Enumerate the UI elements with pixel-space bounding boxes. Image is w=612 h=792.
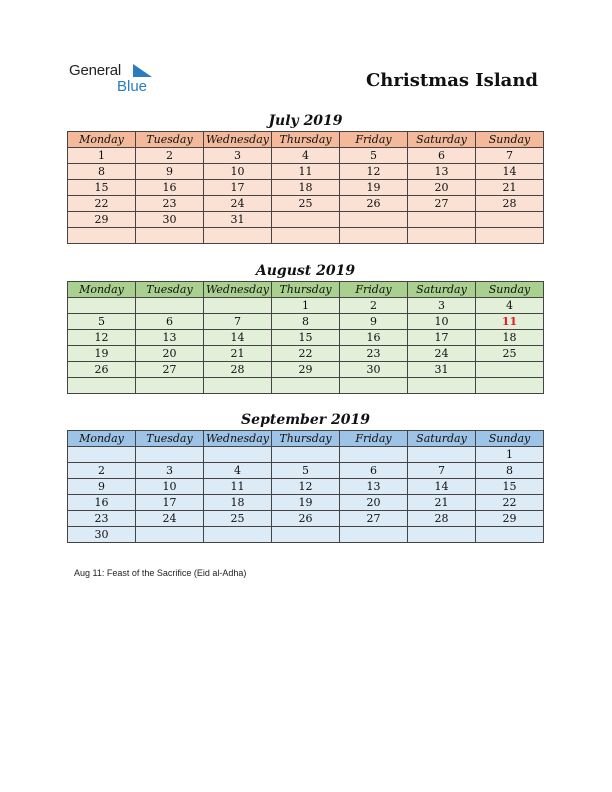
day-cell [136, 527, 204, 543]
day-cell: 13 [408, 164, 476, 180]
day-cell: 21 [204, 346, 272, 362]
day-cell [476, 212, 544, 228]
day-cell: 8 [68, 164, 136, 180]
day-cell [408, 212, 476, 228]
day-cell: 26 [68, 362, 136, 378]
weekday-header: Thursday [272, 282, 340, 298]
day-cell: 20 [340, 495, 408, 511]
day-cell: 14 [408, 479, 476, 495]
day-cell: 2 [136, 148, 204, 164]
day-cell [272, 447, 340, 463]
day-cell: 9 [340, 314, 408, 330]
weekday-header: Sunday [476, 132, 544, 148]
day-cell: 19 [272, 495, 340, 511]
weekday-header: Sunday [476, 282, 544, 298]
weekday-header: Wednesday [204, 282, 272, 298]
week-row [68, 212, 544, 228]
day-cell: 22 [272, 346, 340, 362]
day-cell: 22 [68, 196, 136, 212]
weekday-header: Saturday [408, 132, 476, 148]
week-row [68, 180, 544, 196]
day-cell [340, 527, 408, 543]
day-cell: 27 [408, 196, 476, 212]
day-cell [340, 378, 408, 394]
weekday-header: Tuesday [136, 282, 204, 298]
month-august [67, 261, 544, 394]
day-cell [272, 527, 340, 543]
day-cell: 5 [272, 463, 340, 479]
day-cell [340, 447, 408, 463]
triangle-flag-icon [133, 64, 153, 78]
day-cell: 8 [476, 463, 544, 479]
day-cell [340, 228, 408, 244]
day-cell: 24 [204, 196, 272, 212]
weekday-header: Saturday [408, 282, 476, 298]
week-row [68, 495, 544, 511]
month-september [67, 410, 544, 543]
weekday-header: Monday [68, 431, 136, 447]
day-cell: 25 [272, 196, 340, 212]
day-cell: 26 [272, 511, 340, 527]
day-cell [204, 527, 272, 543]
week-row [68, 228, 544, 244]
day-cell: 26 [340, 196, 408, 212]
day-cell: 4 [476, 298, 544, 314]
month-title: September 2019 [241, 412, 370, 428]
day-cell [68, 378, 136, 394]
day-cell: 16 [136, 180, 204, 196]
day-cell [204, 228, 272, 244]
day-cell [204, 298, 272, 314]
week-row [68, 527, 544, 543]
day-cell [272, 378, 340, 394]
day-cell [68, 228, 136, 244]
logo-text-blue: Blue [117, 78, 148, 95]
day-cell: 14 [476, 164, 544, 180]
day-cell: 2 [340, 298, 408, 314]
country-title: Christmas Island [365, 70, 538, 91]
day-cell: 14 [204, 330, 272, 346]
holiday-note: Aug 11: Feast of the Sacrifice (Eid al-Adha) [74, 568, 247, 578]
day-cell: 6 [136, 314, 204, 330]
week-row [68, 378, 544, 394]
weekday-header: Monday [68, 282, 136, 298]
day-cell: 31 [408, 362, 476, 378]
month-title: July 2019 [268, 113, 343, 129]
day-cell: 16 [340, 330, 408, 346]
day-cell [476, 362, 544, 378]
day-cell: 3 [408, 298, 476, 314]
day-cell [136, 447, 204, 463]
day-cell: 8 [272, 314, 340, 330]
day-cell: 24 [136, 511, 204, 527]
day-cell: 18 [204, 495, 272, 511]
day-cell: 7 [408, 463, 476, 479]
day-cell: 1 [476, 447, 544, 463]
day-cell: 23 [68, 511, 136, 527]
day-cell [68, 447, 136, 463]
day-cell: 30 [340, 362, 408, 378]
weekday-header: Friday [340, 132, 408, 148]
day-cell: 28 [476, 196, 544, 212]
day-cell [272, 212, 340, 228]
day-cell: 5 [340, 148, 408, 164]
day-cell: 17 [408, 330, 476, 346]
day-cell: 19 [340, 180, 408, 196]
day-cell: 18 [272, 180, 340, 196]
holiday-day-cell: 11 [476, 314, 544, 330]
day-cell [408, 378, 476, 394]
weekday-header: Wednesday [204, 431, 272, 447]
day-cell: 7 [476, 148, 544, 164]
week-row [68, 298, 544, 314]
day-cell: 10 [408, 314, 476, 330]
day-cell: 7 [204, 314, 272, 330]
day-cell: 28 [408, 511, 476, 527]
week-row [68, 362, 544, 378]
day-cell [68, 298, 136, 314]
month-title: August 2019 [255, 263, 356, 279]
day-cell [204, 378, 272, 394]
day-cell: 30 [136, 212, 204, 228]
day-cell [136, 228, 204, 244]
calendar-table [67, 281, 544, 394]
day-cell: 23 [340, 346, 408, 362]
weekday-header: Thursday [272, 132, 340, 148]
day-cell: 1 [272, 298, 340, 314]
brand-logo [69, 62, 169, 96]
weekday-header: Tuesday [136, 431, 204, 447]
day-cell: 30 [68, 527, 136, 543]
week-row [68, 164, 544, 180]
day-cell [476, 527, 544, 543]
month-july [67, 111, 544, 244]
day-cell: 4 [272, 148, 340, 164]
day-cell [136, 298, 204, 314]
weekday-header-row [68, 132, 544, 148]
week-row [68, 196, 544, 212]
day-cell: 12 [272, 479, 340, 495]
day-cell: 10 [204, 164, 272, 180]
day-cell: 11 [204, 479, 272, 495]
day-cell: 5 [68, 314, 136, 330]
day-cell: 13 [340, 479, 408, 495]
day-cell: 11 [272, 164, 340, 180]
day-cell: 21 [408, 495, 476, 511]
day-cell [476, 378, 544, 394]
week-row [68, 314, 544, 330]
day-cell: 15 [68, 180, 136, 196]
day-cell: 22 [476, 495, 544, 511]
weekday-header: Tuesday [136, 132, 204, 148]
day-cell [408, 447, 476, 463]
day-cell: 23 [136, 196, 204, 212]
day-cell [204, 447, 272, 463]
calendar-table [67, 131, 544, 244]
week-row [68, 148, 544, 164]
day-cell: 29 [68, 212, 136, 228]
day-cell [340, 212, 408, 228]
day-cell: 12 [68, 330, 136, 346]
day-cell: 4 [204, 463, 272, 479]
day-cell [136, 378, 204, 394]
day-cell: 27 [136, 362, 204, 378]
day-cell: 1 [68, 148, 136, 164]
weekday-header: Thursday [272, 431, 340, 447]
week-row [68, 463, 544, 479]
day-cell: 3 [204, 148, 272, 164]
weekday-header-row [68, 282, 544, 298]
day-cell: 9 [136, 164, 204, 180]
weekday-header: Friday [340, 282, 408, 298]
day-cell: 29 [476, 511, 544, 527]
day-cell: 2 [68, 463, 136, 479]
day-cell: 25 [204, 511, 272, 527]
week-row [68, 511, 544, 527]
day-cell [408, 228, 476, 244]
day-cell: 28 [204, 362, 272, 378]
day-cell: 16 [68, 495, 136, 511]
weekday-header: Wednesday [204, 132, 272, 148]
day-cell: 13 [136, 330, 204, 346]
day-cell: 17 [136, 495, 204, 511]
day-cell: 27 [340, 511, 408, 527]
day-cell: 6 [340, 463, 408, 479]
day-cell: 15 [476, 479, 544, 495]
weekday-header: Friday [340, 431, 408, 447]
week-row [68, 479, 544, 495]
day-cell: 24 [408, 346, 476, 362]
day-cell: 10 [136, 479, 204, 495]
day-cell: 20 [136, 346, 204, 362]
week-row [68, 330, 544, 346]
day-cell: 29 [272, 362, 340, 378]
day-cell: 31 [204, 212, 272, 228]
weekday-header: Saturday [408, 431, 476, 447]
weekday-header: Monday [68, 132, 136, 148]
day-cell: 15 [272, 330, 340, 346]
day-cell [408, 527, 476, 543]
day-cell: 18 [476, 330, 544, 346]
weekday-header: Sunday [476, 431, 544, 447]
week-row [68, 447, 544, 463]
calendar-table [67, 430, 544, 543]
day-cell: 20 [408, 180, 476, 196]
day-cell: 9 [68, 479, 136, 495]
logo-text-general: General [69, 62, 121, 79]
weekday-header-row [68, 431, 544, 447]
day-cell: 12 [340, 164, 408, 180]
day-cell: 21 [476, 180, 544, 196]
day-cell: 19 [68, 346, 136, 362]
day-cell [272, 228, 340, 244]
day-cell [476, 228, 544, 244]
day-cell: 3 [136, 463, 204, 479]
day-cell: 6 [408, 148, 476, 164]
day-cell: 17 [204, 180, 272, 196]
week-row [68, 346, 544, 362]
day-cell: 25 [476, 346, 544, 362]
